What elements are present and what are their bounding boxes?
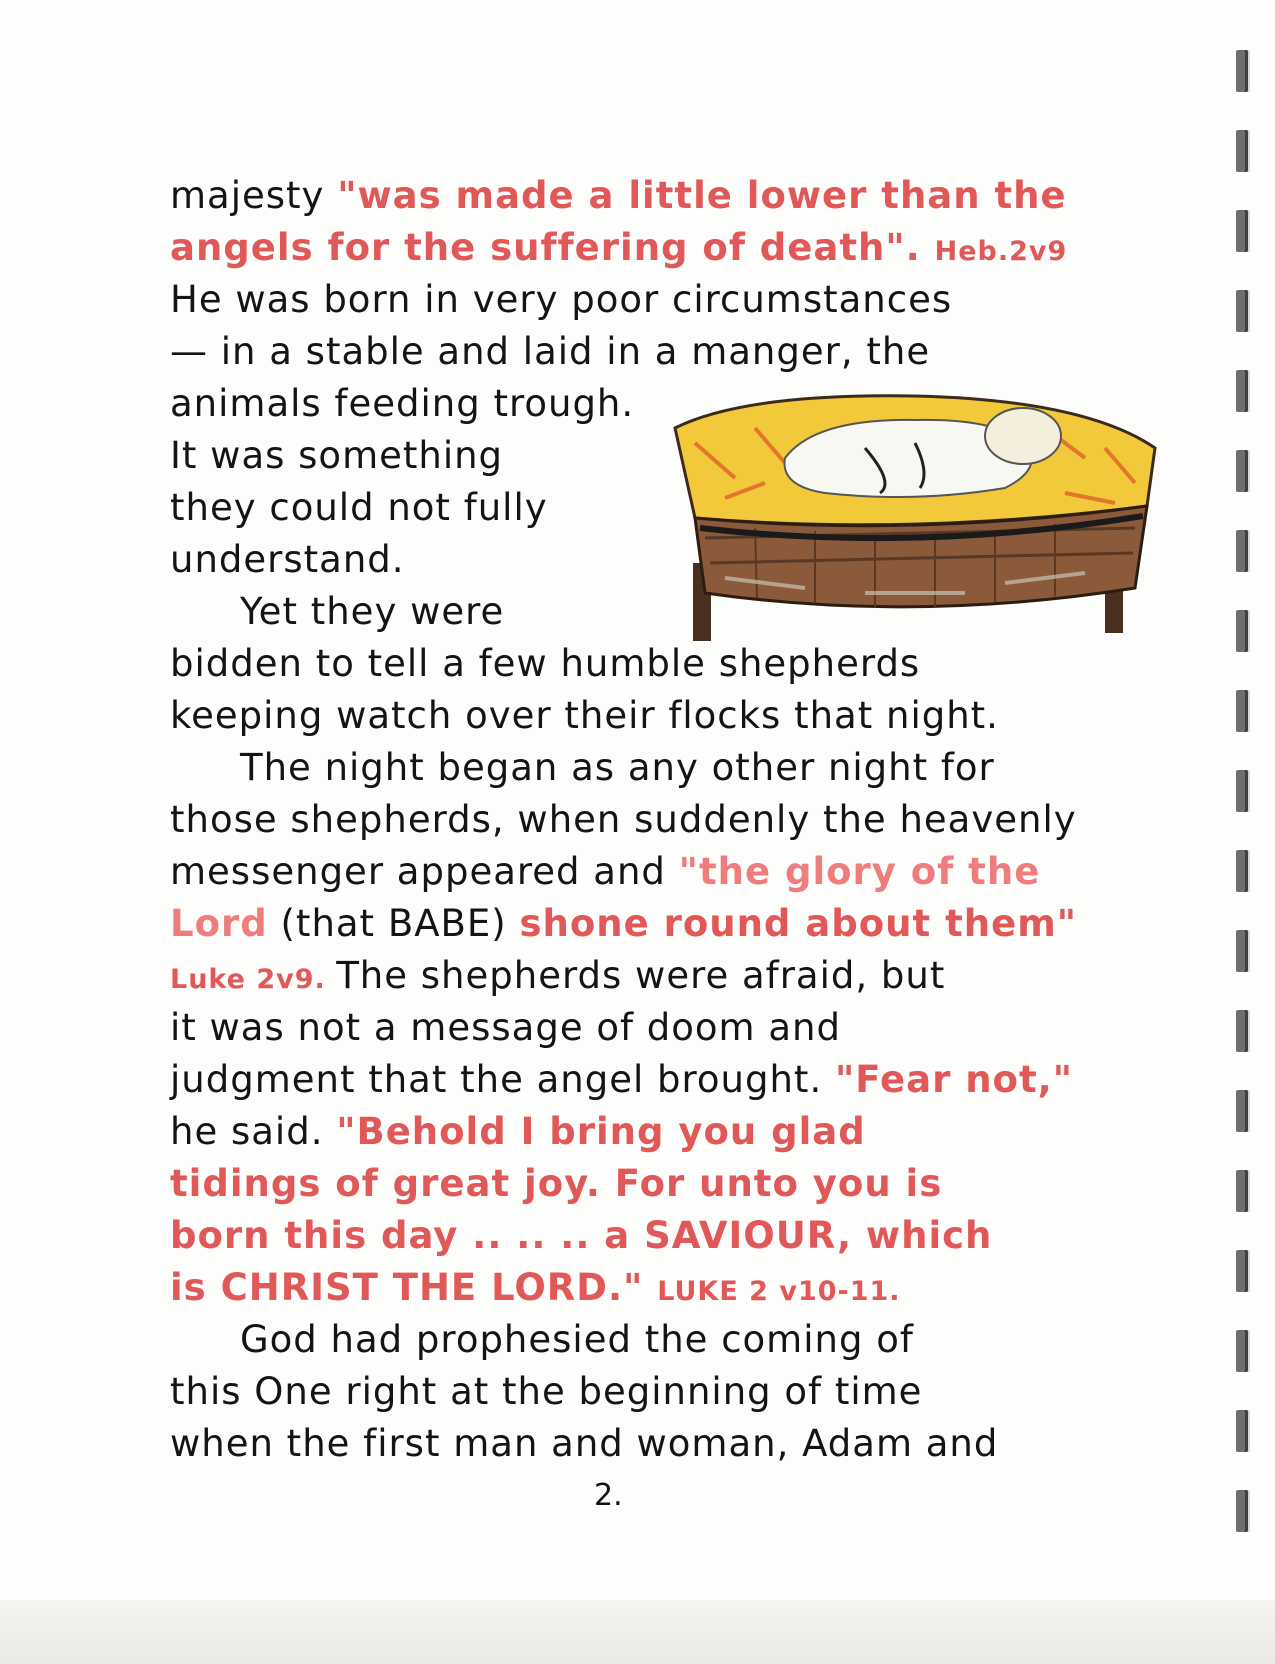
baby-head bbox=[985, 408, 1061, 464]
text-segment: Yet they were bbox=[240, 590, 505, 633]
binding-hole bbox=[1236, 1170, 1248, 1212]
text-segment: he said. bbox=[170, 1110, 337, 1153]
scripture-quote: "Fear not," bbox=[834, 1058, 1073, 1101]
page-edge bbox=[0, 1600, 1275, 1664]
scripture-reference: Heb.2v9 bbox=[934, 236, 1068, 267]
binding-hole bbox=[1236, 690, 1248, 732]
text-line bbox=[170, 1366, 1160, 1418]
text-line bbox=[170, 1054, 1160, 1106]
binding-hole bbox=[1236, 1410, 1248, 1452]
text-line bbox=[170, 1210, 1160, 1262]
text-segment: animals feeding trough. bbox=[170, 382, 635, 425]
text-segment: God had prophesied the coming of bbox=[240, 1318, 914, 1361]
text-line bbox=[170, 898, 1160, 950]
scripture-quote: "Behold I bring you glad bbox=[336, 1110, 866, 1153]
text-line bbox=[170, 690, 1160, 742]
text-line bbox=[170, 742, 1160, 794]
binding-hole bbox=[1236, 210, 1248, 252]
binding-hole bbox=[1236, 1090, 1248, 1132]
manger-illustration bbox=[665, 388, 1165, 646]
text-segment: when the first man and woman, Adam and bbox=[170, 1422, 999, 1465]
binding-hole bbox=[1236, 130, 1248, 172]
text-line bbox=[170, 950, 1160, 1002]
binding-hole bbox=[1236, 610, 1248, 652]
text-segment: The shepherds were afraid, but bbox=[336, 954, 946, 997]
text-line bbox=[170, 170, 1160, 222]
page-number: 2. bbox=[594, 1478, 623, 1513]
binding-hole bbox=[1236, 370, 1248, 412]
text-segment: understand. bbox=[170, 538, 405, 581]
binding-hole bbox=[1236, 530, 1248, 572]
spiral-binding-holes bbox=[1236, 50, 1256, 1610]
text-segment: The night began as any other night for bbox=[240, 746, 995, 789]
scripture-quote: "the glory of the bbox=[678, 850, 1041, 893]
scripture-quote: tidings of great joy. For unto you is bbox=[170, 1162, 943, 1205]
binding-hole bbox=[1236, 1330, 1248, 1372]
binding-hole bbox=[1236, 1490, 1248, 1532]
handwritten-text bbox=[170, 170, 1160, 1470]
binding-hole bbox=[1236, 290, 1248, 332]
text-segment: messenger appeared and bbox=[170, 850, 679, 893]
text-segment: they could not fully bbox=[170, 486, 548, 529]
text-line bbox=[170, 1002, 1160, 1054]
binding-hole bbox=[1236, 1010, 1248, 1052]
scripture-quote: angels for the suffering of death". bbox=[170, 226, 935, 269]
text-line bbox=[170, 846, 1160, 898]
scripture-quote: Lord bbox=[170, 902, 268, 945]
text-segment: keeping watch over their flocks that night. bbox=[170, 694, 999, 737]
text-segment: It was something bbox=[170, 434, 504, 477]
text-segment: majesty bbox=[170, 174, 338, 217]
text-line bbox=[170, 326, 1160, 378]
scripture-reference: LUKE 2 v10-11. bbox=[657, 1276, 901, 1307]
text-line bbox=[170, 1106, 1160, 1158]
binding-hole bbox=[1236, 1250, 1248, 1292]
text-line bbox=[170, 1262, 1160, 1314]
text-segment: bidden to tell a few humble shepherds bbox=[170, 642, 921, 685]
scripture-quote: born this day .. .. .. a SAVIOUR, which bbox=[170, 1214, 993, 1257]
scripture-reference: Luke 2v9. bbox=[170, 964, 337, 995]
text-segment: it was not a message of doom and bbox=[170, 1006, 841, 1049]
scripture-quote: "was made a little lower than the bbox=[337, 174, 1067, 217]
text-segment: He was born in very poor circumstances bbox=[170, 278, 953, 321]
binding-hole bbox=[1236, 930, 1248, 972]
text-segment: those shepherds, when suddenly the heavenly bbox=[170, 798, 1077, 841]
text-line bbox=[170, 1158, 1160, 1210]
binding-hole bbox=[1236, 450, 1248, 492]
scripture-quote: shone round about them" bbox=[519, 902, 1078, 945]
binding-hole bbox=[1236, 50, 1248, 92]
text-segment: judgment that the angel brought. bbox=[170, 1058, 835, 1101]
text-segment: (that BABE) bbox=[267, 902, 520, 945]
text-segment: — in a stable and laid in a manger, the bbox=[170, 330, 931, 373]
text-line bbox=[170, 274, 1160, 326]
text-line bbox=[170, 1418, 1160, 1470]
text-segment: this One right at the beginning of time bbox=[170, 1370, 923, 1413]
scripture-quote: is CHRIST THE LORD." bbox=[170, 1266, 658, 1309]
text-line bbox=[170, 794, 1160, 846]
binding-hole bbox=[1236, 850, 1248, 892]
text-line bbox=[170, 1314, 1160, 1366]
text-line bbox=[170, 222, 1160, 274]
binding-hole bbox=[1236, 770, 1248, 812]
